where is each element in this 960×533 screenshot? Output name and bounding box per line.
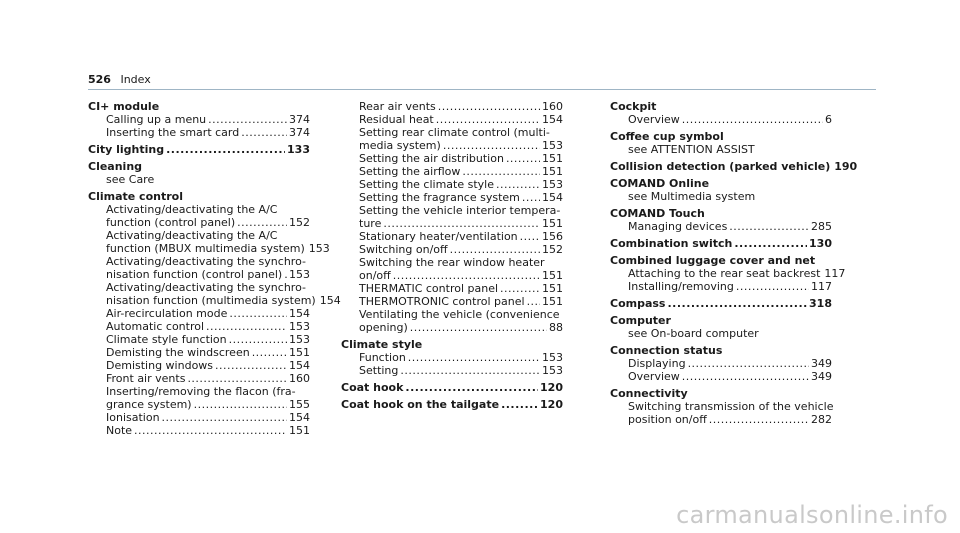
- page-reference[interactable]: 154: [542, 191, 563, 204]
- page-reference[interactable]: 6: [825, 113, 832, 126]
- page-reference[interactable]: 156: [542, 230, 563, 243]
- page-reference[interactable]: 117: [811, 280, 832, 293]
- page-reference[interactable]: 151: [289, 424, 310, 437]
- entry-text: Front air vents: [106, 372, 186, 385]
- entry-text: on/off: [359, 269, 391, 282]
- index-subentry: see On-board computer: [628, 327, 759, 340]
- page-reference[interactable]: 151: [542, 282, 563, 295]
- index-subentry: [88, 320, 310, 333]
- index-heading: Coffee cup symbol: [610, 130, 724, 143]
- entry-text: function (MBUX multimedia system): [106, 242, 305, 255]
- page-reference[interactable]: 153: [542, 178, 563, 191]
- page-reference[interactable]: 117: [824, 267, 846, 280]
- entry-text: Air-recirculation mode: [106, 307, 228, 320]
- dot-leader: [496, 178, 540, 191]
- index-heading: [341, 381, 563, 394]
- index-subentry: [88, 424, 310, 437]
- page-reference[interactable]: 120: [540, 381, 563, 394]
- index-subentry: [341, 282, 563, 295]
- entry-text: Ionisation: [106, 411, 160, 424]
- page-reference[interactable]: 153: [308, 242, 330, 255]
- dot-leader: [520, 230, 540, 243]
- page-reference[interactable]: 151: [542, 295, 563, 308]
- page-reference[interactable]: 133: [287, 143, 310, 156]
- page-reference[interactable]: 190: [834, 160, 858, 173]
- dot-leader: [688, 357, 809, 370]
- index-subentry: [610, 113, 832, 126]
- index-subentry: [341, 152, 563, 165]
- page-reference[interactable]: 151: [542, 152, 563, 165]
- index-subentry: Switching transmission of the vehicle: [628, 400, 834, 413]
- entry-text: media system): [359, 139, 441, 152]
- index-subentry: [341, 269, 563, 282]
- entry-text: position on/off: [628, 413, 707, 426]
- entry-text: Collision detection (parked vehicle): [610, 160, 831, 173]
- entry-text: Rear air vents: [359, 100, 436, 113]
- dot-leader: [450, 243, 540, 256]
- entry-text: Switching on/off: [359, 243, 448, 256]
- entry-text: Inserting the smart card: [106, 126, 240, 139]
- dot-leader: [438, 100, 540, 113]
- index-subentry: [88, 372, 310, 385]
- index-heading: [610, 237, 832, 250]
- entry-text: opening): [359, 321, 408, 334]
- entry-text: Note: [106, 424, 133, 437]
- dot-leader: [736, 280, 809, 293]
- dot-leader: [682, 370, 809, 383]
- dot-leader: [252, 346, 287, 359]
- entry-text: Overview: [628, 370, 680, 383]
- index-subentry: [341, 139, 563, 152]
- index-subentry: [88, 126, 310, 139]
- dot-leader: [709, 413, 809, 426]
- index-heading: [88, 143, 310, 156]
- index-subentry: [88, 398, 310, 411]
- page-reference[interactable]: 153: [289, 320, 310, 333]
- page-header: [88, 73, 151, 86]
- dot-leader: [501, 398, 538, 411]
- entry-text: Residual heat: [359, 113, 434, 126]
- page-reference[interactable]: 151: [542, 165, 563, 178]
- index-subentry: Activating/deactivating the A/C: [106, 229, 278, 242]
- index-subentry: [341, 100, 563, 113]
- dot-leader: [166, 143, 285, 156]
- index-subentry: [610, 267, 846, 280]
- index-subentry: [88, 242, 330, 255]
- page-reference[interactable]: 130: [809, 237, 832, 250]
- entry-text: Calling up a menu: [106, 113, 207, 126]
- page-reference[interactable]: 154: [289, 307, 310, 320]
- page-reference[interactable]: 152: [542, 243, 563, 256]
- dot-leader: [134, 424, 287, 437]
- dot-leader: [400, 364, 540, 377]
- page-reference[interactable]: 153: [289, 268, 310, 281]
- dot-leader: [229, 333, 287, 346]
- index-subentry: [88, 411, 310, 424]
- page-reference[interactable]: 153: [289, 333, 310, 346]
- index-subentry: Activating/deactivating the A/C: [106, 203, 278, 216]
- index-subentry: [341, 243, 563, 256]
- index-heading: Computer: [610, 314, 671, 327]
- page-reference[interactable]: 88: [549, 321, 563, 334]
- entry-text: Attaching to the rear seat backrest: [628, 267, 821, 280]
- entry-text: THERMOTRONIC control panel: [359, 295, 525, 308]
- index-subentry: [88, 294, 341, 307]
- page-reference[interactable]: 151: [289, 346, 310, 359]
- page-reference[interactable]: 153: [542, 139, 563, 152]
- index-subentry: [341, 165, 563, 178]
- entry-text: Function: [359, 351, 406, 364]
- index-column-1: [88, 100, 341, 437]
- index-subentry: [610, 413, 832, 426]
- index-column-3: [610, 100, 858, 426]
- page-reference[interactable]: 349: [811, 357, 832, 370]
- index-subentry: [341, 217, 563, 230]
- entry-text: Setting the climate style: [359, 178, 495, 191]
- index-subentry: [610, 357, 832, 370]
- page-number: 526: [88, 73, 111, 86]
- header-divider: [88, 89, 876, 90]
- index-subentry: Switching the rear window heater: [359, 256, 545, 269]
- dot-leader: [284, 268, 287, 281]
- index-subentry: [88, 359, 310, 372]
- entry-text: Managing devices: [628, 220, 728, 233]
- index-heading: COMAND Online: [610, 177, 710, 190]
- index-heading: Connectivity: [610, 387, 688, 400]
- dot-leader: [682, 113, 823, 126]
- entry-text: Displaying: [628, 357, 686, 370]
- entry-text: grance system): [106, 398, 192, 411]
- index-subentry: [341, 351, 563, 364]
- entry-text: Overview: [628, 113, 680, 126]
- dot-leader: [162, 411, 287, 424]
- index-subentry: [341, 295, 563, 308]
- entry-text: Coat hook: [341, 381, 404, 394]
- entry-text: Combination switch: [610, 237, 733, 250]
- page-reference[interactable]: 153: [542, 364, 563, 377]
- dot-leader: [506, 152, 540, 165]
- dot-leader: [215, 359, 287, 372]
- page-reference[interactable]: 318: [809, 297, 832, 310]
- dot-leader: [410, 321, 547, 334]
- watermark-logo: carmanualsonline.info: [676, 501, 948, 529]
- index-heading: Combined luggage cover and net: [610, 254, 816, 267]
- index-subentry: Activating/deactivating the synchro-: [106, 281, 306, 294]
- page-reference[interactable]: 154: [289, 359, 310, 372]
- index-heading: COMAND Touch: [610, 207, 705, 220]
- entry-text: nisation function (control panel): [106, 268, 283, 281]
- page-reference[interactable]: 152: [289, 216, 310, 229]
- index-subentry: [88, 346, 310, 359]
- entry-text: Climate style function: [106, 333, 227, 346]
- index-subentry: Setting the vehicle interior tempera-: [359, 204, 561, 217]
- dot-leader: [734, 237, 807, 250]
- entry-text: Automatic control: [106, 320, 205, 333]
- index-subentry: [341, 364, 563, 377]
- dot-leader: [522, 191, 540, 204]
- index-subentry: [341, 230, 563, 243]
- index-subentry: see ATTENTION ASSIST: [628, 143, 755, 156]
- index-heading: Climate control: [88, 190, 183, 203]
- index-subentry: Activating/deactivating the synchro-: [106, 255, 306, 268]
- entry-text: Setting the fragrance system: [359, 191, 520, 204]
- dot-leader: [436, 113, 540, 126]
- index-heading: [610, 160, 858, 173]
- index-subentry: [610, 220, 832, 233]
- page-reference[interactable]: 285: [811, 220, 832, 233]
- dot-leader: [383, 217, 540, 230]
- index-column-2: [341, 100, 563, 411]
- entry-text: nisation function (multimedia system): [106, 294, 316, 307]
- index-subentry: [88, 113, 310, 126]
- page-reference[interactable]: 282: [811, 413, 832, 426]
- dot-leader: [408, 351, 540, 364]
- index-subentry: Setting rear climate control (multi-: [359, 126, 550, 139]
- page-reference[interactable]: 160: [289, 372, 310, 385]
- index-subentry: [610, 280, 832, 293]
- index-heading: [341, 398, 563, 411]
- dot-leader: [393, 269, 540, 282]
- index-subentry: [341, 178, 563, 191]
- page-reference[interactable]: 155: [289, 398, 310, 411]
- page-reference[interactable]: 151: [542, 217, 563, 230]
- page-reference[interactable]: 151: [542, 269, 563, 282]
- page-reference[interactable]: 160: [542, 100, 563, 113]
- entry-text: Coat hook on the tailgate: [341, 398, 500, 411]
- entry-text: Setting the air distribution: [359, 152, 504, 165]
- page-section-title: Index: [120, 73, 151, 86]
- page-reference[interactable]: 120: [540, 398, 563, 411]
- index-heading: Climate style: [341, 338, 423, 351]
- index-heading: [610, 297, 832, 310]
- dot-leader: [241, 126, 287, 139]
- index-subentry: [88, 268, 310, 281]
- dot-leader: [206, 320, 287, 333]
- index-subentry: see Multimedia system: [628, 190, 756, 203]
- index-subentry: Ventilating the vehicle (convenience: [359, 308, 560, 321]
- index-subentry: [341, 113, 563, 126]
- entry-text: Stationary heater/ventilation: [359, 230, 518, 243]
- page-reference[interactable]: 349: [811, 370, 832, 383]
- index-subentry: Inserting/removing the flacon (fra-: [106, 385, 296, 398]
- dot-leader: [194, 398, 287, 411]
- page-reference[interactable]: 154: [542, 113, 563, 126]
- entry-text: City lighting: [88, 143, 165, 156]
- index-subentry: [341, 321, 563, 334]
- dot-leader: [208, 113, 287, 126]
- entry-text: Compass: [610, 297, 666, 310]
- index-subentry: [88, 307, 310, 320]
- dot-leader: [667, 297, 807, 310]
- index-subentry: see Care: [106, 173, 155, 186]
- dot-leader: [462, 165, 540, 178]
- page-reference[interactable]: 374: [289, 113, 310, 126]
- entry-text: Demisting the windscreen: [106, 346, 250, 359]
- page-reference[interactable]: 154: [319, 294, 341, 307]
- entry-text: Demisting windows: [106, 359, 214, 372]
- entry-text: THERMATIC control panel: [359, 282, 499, 295]
- entry-text: Setting: [359, 364, 399, 377]
- index-subentry: [341, 191, 563, 204]
- dot-leader: [527, 295, 540, 308]
- entry-text: Setting the airflow: [359, 165, 461, 178]
- entry-text: Installing/removing: [628, 280, 734, 293]
- dot-leader: [405, 381, 538, 394]
- entry-text: function (control panel): [106, 216, 236, 229]
- page-reference[interactable]: 153: [542, 351, 563, 364]
- index-heading: CI+ module: [88, 100, 160, 113]
- dot-leader: [187, 372, 287, 385]
- index-heading: Cockpit: [610, 100, 657, 113]
- page-reference[interactable]: 154: [289, 411, 310, 424]
- index-heading: Cleaning: [88, 160, 143, 173]
- index-heading: Connection status: [610, 344, 723, 357]
- dot-leader: [443, 139, 540, 152]
- entry-text: ture: [359, 217, 382, 230]
- index-subentry: [610, 370, 832, 383]
- page-reference[interactable]: 374: [289, 126, 310, 139]
- dot-leader: [729, 220, 809, 233]
- dot-leader: [500, 282, 540, 295]
- index-subentry: [88, 216, 310, 229]
- index-subentry: [88, 333, 310, 346]
- dot-leader: [229, 307, 287, 320]
- dot-leader: [237, 216, 287, 229]
